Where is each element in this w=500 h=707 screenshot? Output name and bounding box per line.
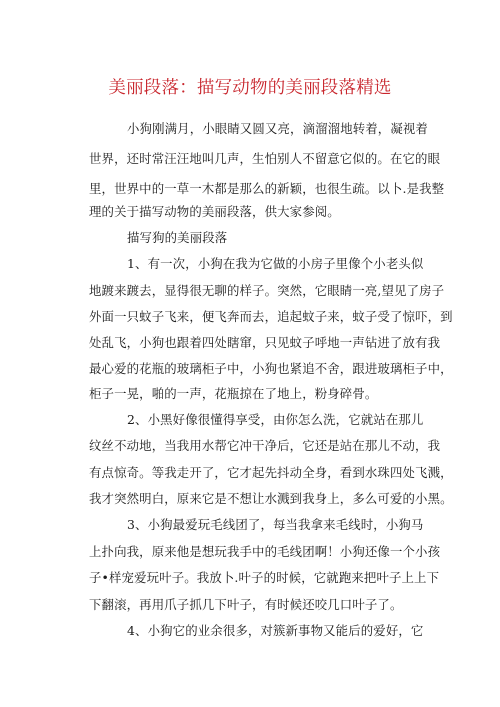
paragraph-line: 下翻滚，再用爪子抓几下叶子，有时候还咬几口叶子了。	[89, 597, 403, 612]
paragraph-line: 2、小黑好像很懂得享受，由你怎么洗，它就站在那儿	[127, 412, 424, 427]
paragraph-line: 柜子一晃，啪的一声，花瓶掠在了地上，粉身碎骨。	[89, 386, 378, 401]
paragraph-line: 有点惊奇。等我走开了，它才起先抖动全身，看到水珠四处飞溅，	[89, 465, 453, 480]
section-heading: 描写狗的美丽段落	[127, 230, 228, 245]
paragraph-line: 上扑向我，原来他是想玩我手中的毛线团啊！小狗还像一个小孩	[89, 544, 441, 559]
paragraph-line: 子•样宠爱玩叶子。我放卜.叶子的时候，它就跑来把叶子上上下	[89, 570, 440, 585]
paragraph-line: 外面一只蚊子飞来，便飞奔而去，追起蚊子来，蚊子受了惊吓，到	[89, 309, 453, 324]
paragraph-line: 1、有一次，小狗在我为它做的小房子里像个小老头似	[127, 256, 424, 271]
paragraph-line: 地踱来踱去，显得很无聊的样子。突然，它眼睛一亮,望见了房子	[89, 283, 445, 298]
paragraph-line: 最心爱的花瓶的玻璃柜子中，小狗也紧追不舍，跟进玻璃柜子中，	[89, 361, 453, 376]
paragraph-line: 我才突然明白，原来它是不想让水溅到我身上，多么可爱的小黑。	[89, 491, 453, 506]
paragraph-line: 纹丝不动地，当我用水帮它冲干净后，它还是站在那儿不动，我	[89, 438, 441, 453]
intro-line: 世界，还时常汪汪地叫几声，生怕别人不留意它似的。在它的眼	[89, 151, 441, 166]
page-title: 美丽段落：描写动物的美丽段落精选	[108, 78, 392, 98]
paragraph-line: 处乱飞，小狗也跟着四处瞎窜，只见蚊子呼地一声钻进了放有我	[89, 335, 441, 350]
paragraph-line: 3、小狗最爱玩毛线团了，每当我拿来毛线时，小狗马	[127, 517, 424, 532]
intro-line: 小狗刚满月，小眼睛又圆又亮，滴溜溜地转着，凝视着	[127, 121, 428, 136]
intro-line: 里，世界中的一草一木都是那么的新颖，也很生疏。以卜.是我整	[89, 181, 445, 196]
paragraph-line: 4、小狗它的业余很多，对簇新事物又能后的爱好，它	[127, 623, 424, 638]
intro-line: 理的关于描写动物的美丽段落，供大家参阅。	[89, 204, 340, 219]
